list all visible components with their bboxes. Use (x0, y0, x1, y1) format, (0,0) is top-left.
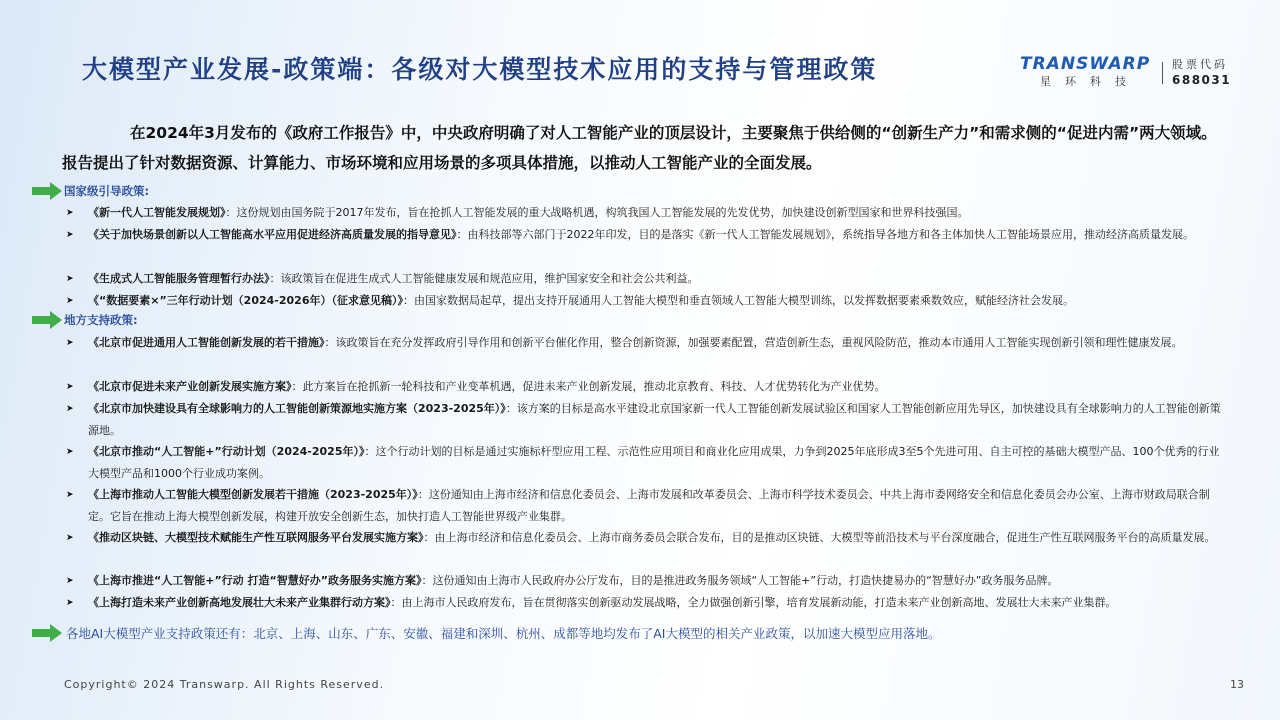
policy-desc: ：这份通知由上海市人民政府办公厅发布，目的是推进政务服务领域“人工智能+”行动，打造快捷易办的“智慧好办”政务服务品牌。 (421, 574, 1059, 587)
policy-title: 《生成式人工智能服务管理暂行办法》 (88, 272, 270, 285)
policy-desc: ：该政策旨在促进生成式人工智能健康发展和规范应用，维护国家安全和社会公共利益。 (269, 272, 699, 285)
green-arrow-icon (32, 624, 62, 642)
bullet-arrow-icon: ➤ (66, 274, 74, 284)
bullet-arrow-icon: ➤ (66, 296, 74, 306)
policy-item (66, 441, 1226, 485)
section-heading-label: 地方支持政策: (64, 313, 138, 327)
policy-desc: ：由上海市人民政府发布，旨在贯彻落实创新驱动发展战略，全力做强创新引擎，培育发展新动能，打造未来产业创新高地、发展壮大未来产业集群。 (390, 596, 1117, 609)
closing-text: 各地AI大模型产业支持政策还有：北京、上海、山东、广东、安徽、福建和深圳、杭州、成都等地均发布了AI大模型的相关产业政策，以加速大模型应用落地。 (66, 626, 941, 641)
section-heading-label: 国家级引导政策: (64, 184, 150, 198)
closing-note (32, 624, 940, 642)
intro-paragraph: 在2024年3月发布的《政府工作报告》中，中央政府明确了对人工智能产业的顶层设计，主要聚焦于供给侧的“创新生产力”和需求侧的“促进内需”两大领域。报告提出了针对数据资源、计算能力、市场环境和应用场景的多项具体措施，以推动人工智能产业的全面发展。 (62, 124, 1217, 172)
policy-title: 《新一代人工智能发展规划》 (88, 206, 226, 219)
bullet-arrow-icon: ➤ (66, 382, 74, 392)
bullet-arrow-icon: ➤ (66, 404, 74, 414)
page-number: 13 (1230, 678, 1244, 691)
green-arrow-icon (32, 182, 62, 200)
policy-title: 《关于加快场景创新以人工智能高水平应用促进经济高质量发展的指导意见》 (88, 228, 457, 241)
stock-info (1172, 58, 1231, 88)
bullet-arrow-icon: ➤ (66, 598, 74, 608)
logo-divider (1162, 62, 1163, 84)
policy-item (66, 527, 1226, 549)
company-logo (1020, 54, 1160, 90)
policy-item (66, 398, 1226, 442)
bullet-arrow-icon: ➤ (66, 490, 74, 500)
copyright: Copyright© 2024 Transwarp. All Rights Reserved. (64, 678, 385, 691)
policy-desc: ：由科技部等六部门于2022年印发，目的是落实《新一代人工智能发展规划》，系统指导各地方和各主体加快人工智能场景应用，推动经济高质量发展。 (456, 228, 1194, 241)
green-arrow-icon (32, 311, 62, 329)
logo-subtitle: 星环科技 (1040, 75, 1140, 88)
policy-desc: ：这份通知由上海市经济和信息化委员会、上海市发展和改革委员会、上海市科学技术委员会、中共上海市委网络安全和信息化委员会办公室、上海市财政局联合制定。它旨在推动上海大模型创新发展，构建开放安全创新生态，加快打造人工智能世界级产业集群。 (88, 488, 1210, 523)
logo-wordmark: TRANSWARP (1020, 54, 1151, 74)
policy-item (66, 332, 1226, 354)
policy-title: 《北京市加快建设具有全球影响力的人工智能创新策源地实施方案（2023-2025年）》 (88, 402, 506, 415)
policy-title: 《北京市促进未来产业创新发展实施方案》 (88, 380, 292, 393)
policy-item (66, 268, 1226, 290)
policy-item (66, 224, 1226, 246)
bullet-arrow-icon: ➤ (66, 447, 74, 457)
bullet-arrow-icon: ➤ (66, 338, 74, 348)
policy-desc: ：由上海市经济和信息化委员会、上海市商务委员会联合发布，目的是推动区块链、大模型等前沿技术与平台深度融合，促进生产性互联网服务平台的高质量发展。 (423, 531, 1216, 544)
policy-title: 《北京市促进通用人工智能创新发展的若干措施》 (88, 336, 325, 349)
bullet-arrow-icon: ➤ (66, 208, 74, 218)
policy-desc: ：该政策旨在充分发挥政府引导作用和创新平台催化作用，整合创新资源，加强要素配置，营造创新生态，重视风险防范，推动本市通用人工智能实现创新引领和理性健康发展。 (324, 336, 1183, 349)
policy-title: 《推动区块链、大模型技术赋能生产性互联网服务平台发展实施方案》 (88, 531, 424, 544)
stock-label: 股票代码 (1172, 58, 1228, 71)
policy-desc: ：该方案的目标是高水平建设北京国家新一代人工智能创新发展试验区和国家人工智能创新应用先导区，加快建设具有全球影响力的人工智能创新策源地。 (88, 402, 1221, 437)
policy-desc: ：此方案旨在抢抓新一轮科技和产业变革机遇，促进未来产业创新发展，推动北京教育、科技、人才优势转化为产业优势。 (291, 380, 886, 393)
policy-item (66, 570, 1226, 592)
policy-item (66, 290, 1226, 312)
stock-code: 688031 (1172, 73, 1232, 87)
policy-desc: ：由国家数据局起草，提出支持开展通用人工智能大模型和垂直领域人工智能大模型训练，以发挥数据要素乘数效应，赋能经济社会发展。 (402, 294, 1074, 307)
policy-item (66, 592, 1226, 614)
policy-title: 《北京市推动“人工智能+”行动计划（2024-2025年）》 (88, 445, 365, 458)
page-title: 大模型产业发展-政策端：各级对大模型技术应用的支持与管理政策 (82, 55, 878, 84)
policy-item (66, 202, 1226, 224)
policy-title: 《上海市推进“人工智能+”行动 打造“智慧好办”政务服务实施方案》 (88, 574, 422, 587)
policy-item (66, 376, 1226, 398)
policy-title: 《“数据要素×”三年行动计划（2024-2026年）（征求意见稿）》 (88, 294, 403, 307)
bullet-arrow-icon: ➤ (66, 533, 74, 543)
policy-title: 《上海市推动人工智能大模型创新发展若干措施（2023-2025年）》 (88, 488, 418, 501)
section-heading-local (32, 311, 138, 329)
policy-item (66, 484, 1226, 528)
bullet-arrow-icon: ➤ (66, 576, 74, 586)
policy-desc: ：这份规划由国务院于2017年发布，旨在抢抓人工智能发展的重大战略机遇，构筑我国人工智能发展的先发优势，加快建设创新型国家和世界科技强国。 (225, 206, 969, 219)
policy-title: 《上海打造未来产业创新高地发展壮大未来产业集群行动方案》 (88, 596, 391, 609)
bullet-arrow-icon: ➤ (66, 230, 74, 240)
section-heading-national (32, 182, 149, 200)
policy-desc: ：这个行动计划的目标是通过实施标杆型应用工程、示范性应用项目和商业化应用成果，力争到2025年底形成3至5个先进可用、自主可控的基础大模型产品、100个优秀的行业大模型产品和1000个行业成功案例。 (88, 445, 1220, 480)
